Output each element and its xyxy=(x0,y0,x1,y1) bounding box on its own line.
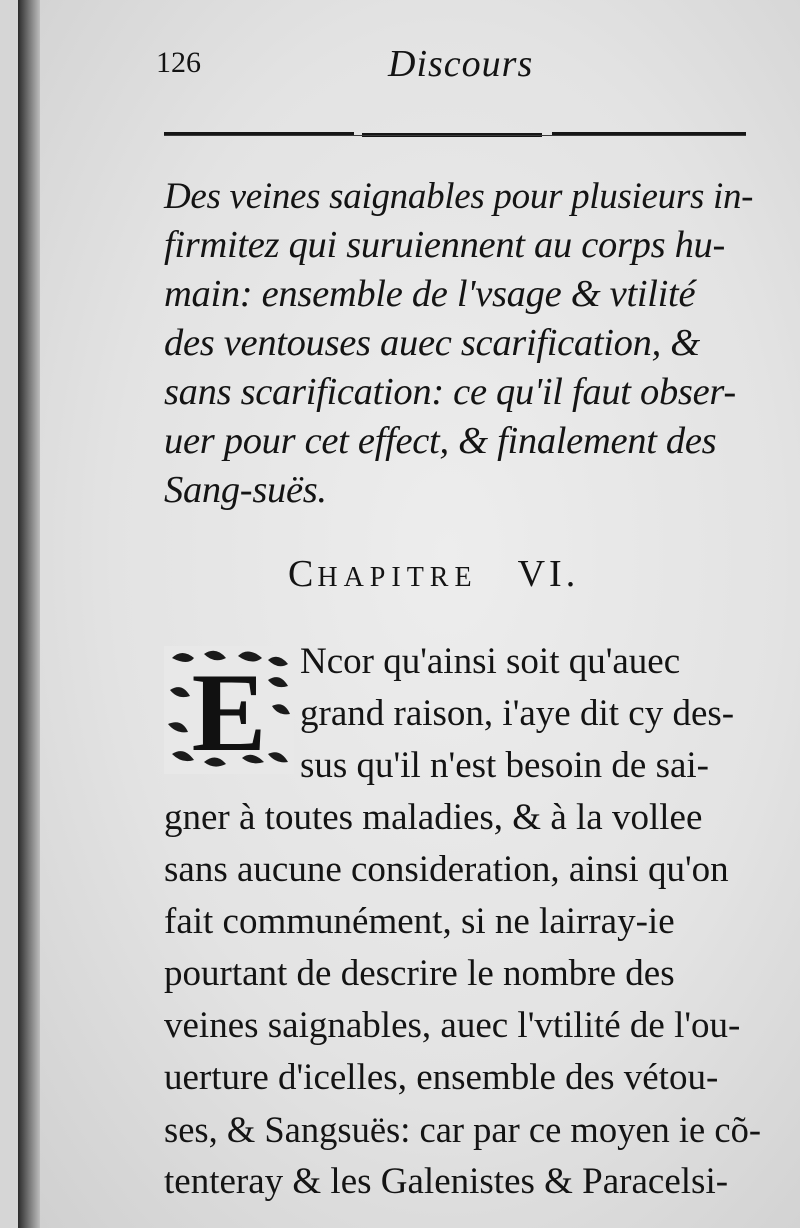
body-line: sans aucune consideration, ainsi qu'on xyxy=(164,849,729,890)
body-line: veines saignables, auec l'vtilité de l'ou- xyxy=(164,1005,741,1046)
summary-line: sans scarification: ce qu'il faut obser- xyxy=(164,371,736,413)
summary-line: Sang-suës. xyxy=(164,469,327,511)
body-line: pourtant de descrire le nombre des xyxy=(164,953,675,994)
header-rule xyxy=(164,126,746,142)
chapter-title xyxy=(288,552,579,596)
chapter-title-rest: HAPITRE xyxy=(317,562,478,593)
body-line: tenteray & les Galenistes & Paracelsi- xyxy=(164,1161,729,1202)
body-line: Ncor qu'ainsi soit qu'auec xyxy=(300,641,681,682)
chapter-title-cap: C xyxy=(288,553,318,595)
book-spine-shadow xyxy=(18,0,40,1228)
summary-line: firmitez qui suruiennent au corps hu- xyxy=(164,224,726,266)
summary-line: uer pour cet effect, & finalement des xyxy=(164,420,717,462)
svg-text:E: E xyxy=(191,651,267,774)
summary-line: des ventouses auec scarification, & xyxy=(164,322,700,364)
running-title: Discours xyxy=(388,43,534,85)
body-line: ses, & Sangsuës: car par ce moyen ie cõ- xyxy=(164,1109,761,1150)
summary-line: Des veines saignables pour plusieurs in- xyxy=(164,176,754,217)
chapter-summary xyxy=(164,172,758,515)
running-head xyxy=(148,43,748,96)
body-line: uerture d'icelles, ensemble des vétou- xyxy=(164,1057,719,1098)
body-line: grand raison, i'aye dit cy des- xyxy=(300,693,735,734)
chapter-number: VI. xyxy=(517,553,580,595)
body-line: fait communément, si ne lairray-ie xyxy=(164,901,675,942)
body-text xyxy=(164,636,764,1208)
summary-line: main: ensemble de l'vsage & vtilité xyxy=(164,273,696,315)
book-page xyxy=(18,0,800,1228)
page-number: 126 xyxy=(156,46,201,79)
body-line: gner à toutes maladies, & à la vollee xyxy=(164,797,703,838)
body-line: sus qu'il n'est besoin de sai- xyxy=(300,745,709,786)
